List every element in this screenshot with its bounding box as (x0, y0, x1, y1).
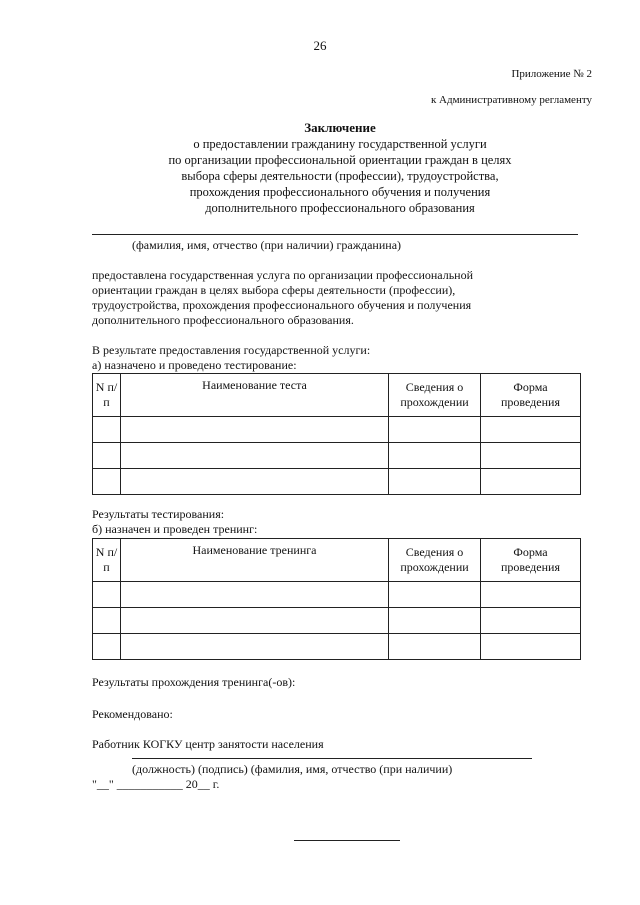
title-line: о предоставлении гражданину государственной услуги (193, 137, 487, 151)
col-status-header: Сведения о прохождении (389, 374, 481, 417)
title-line: по организации профессиональной ориентации граждан в целях (168, 153, 512, 167)
title-line: выбора сферы деятельности (профессии), трудоустройства, (181, 169, 499, 183)
result-intro-block (92, 343, 582, 373)
table-header-row (93, 374, 581, 417)
worker-label: Работник КОГКУ центр занятости населения (92, 737, 324, 751)
intro-line: ориентации граждан в целях выбора сферы деятельности (профессии), (92, 283, 456, 297)
col-form-header: Форма проведения (481, 539, 581, 582)
testing-table (92, 373, 581, 495)
appendix-label: Приложение № 2 (511, 68, 592, 80)
col-number-header: N п/п (93, 374, 121, 417)
table-header-row (93, 539, 581, 582)
testing-results-label: Результаты тестирования: (92, 507, 225, 521)
intro-line: дополнительного профессионального образования. (92, 313, 354, 327)
title-line: прохождения профессионального обучения и получения (189, 185, 491, 199)
fio-caption: (фамилия, имя, отчество (при наличии) гражданина) (132, 238, 402, 252)
signature-caption: (должность) (подпись) (фамилия, имя, отчество (при наличии) (132, 762, 453, 776)
table-row (93, 469, 581, 495)
fio-underline (92, 234, 578, 235)
intro-line: трудоустройства, прохождения профессионального обучения и получения (92, 298, 472, 312)
table-row (93, 417, 581, 443)
footer-rule (294, 840, 400, 841)
document-title (120, 120, 560, 216)
table-row (93, 608, 581, 634)
page-number: 26 (313, 38, 327, 53)
col-name-header: Наименование теста (121, 374, 389, 417)
col-form-header: Форма проведения (481, 374, 581, 417)
col-status-header: Сведения о прохождении (389, 539, 481, 582)
result-intro: В результате предоставления государственной услуги: (92, 343, 371, 357)
date-line: "__" ___________ 20__ г. (92, 777, 220, 791)
col-number-header: N п/п (93, 539, 121, 582)
table-row (93, 443, 581, 469)
title-line: дополнительного профессионального образования (205, 201, 475, 215)
title-heading: Заключение (304, 120, 376, 135)
recommended-label: Рекомендовано: (92, 707, 173, 721)
table-row (93, 634, 581, 660)
training-results-label: Результаты прохождения тренинга(-ов): (92, 675, 296, 689)
intro-line: предоставлена государственная услуга по организации профессиональной (92, 268, 474, 282)
table-row (93, 582, 581, 608)
signature-underline (132, 758, 532, 759)
appendix-reference: к Административному регламенту (430, 94, 592, 106)
training-table (92, 538, 581, 660)
col-name-header: Наименование тренинга (121, 539, 389, 582)
intro-paragraph (92, 268, 582, 328)
testing-subtitle: а) назначено и проведено тестирование: (92, 358, 297, 372)
training-subtitle: б) назначен и проведен тренинг: (92, 522, 258, 536)
